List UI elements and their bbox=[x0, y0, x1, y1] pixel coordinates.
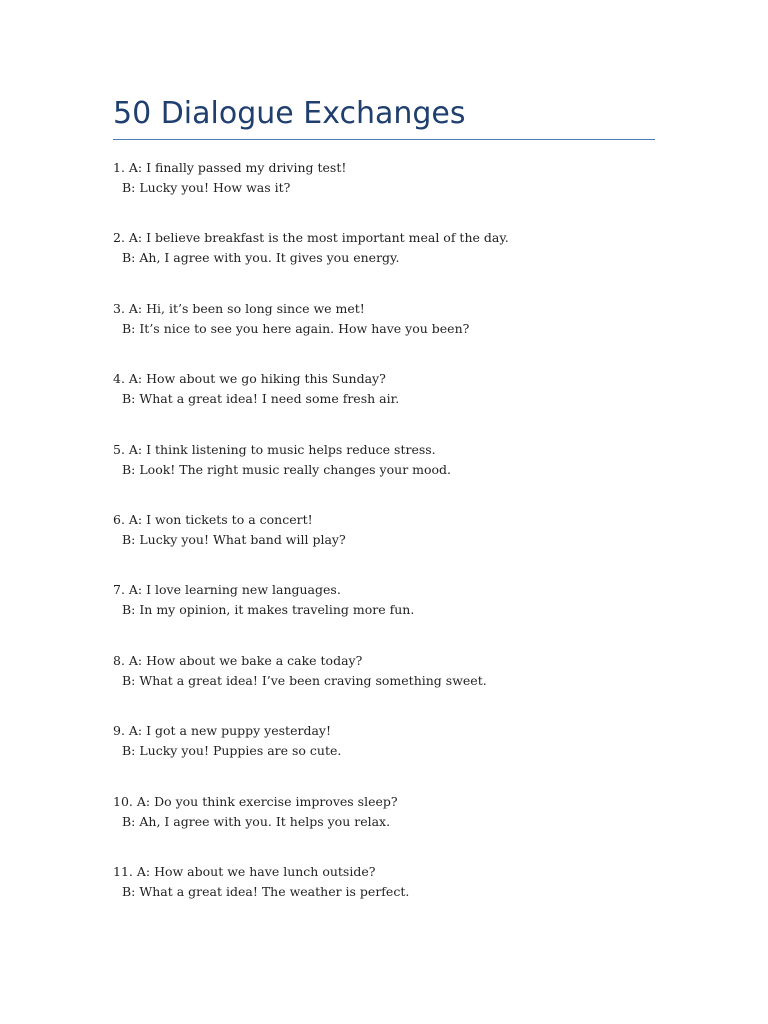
speaker-a-line: 8. A: How about we bake a cake today? bbox=[113, 652, 363, 668]
speaker-a-line: 2. A: I believe breakfast is the most important meal of the day. bbox=[113, 230, 509, 246]
dialogue-exchange-2 bbox=[113, 228, 673, 298]
speaker-b-line: B: Look! The right music really changes your mood. bbox=[122, 461, 452, 477]
speaker-a-line: 11. A: How about we have lunch outside? bbox=[113, 863, 376, 879]
dialogue-exchange-10 bbox=[113, 792, 673, 862]
speaker-a-line: 6. A: I won tickets to a concert! bbox=[113, 511, 313, 527]
dialogue-exchange-9 bbox=[113, 721, 673, 791]
dialogue-exchange-11 bbox=[113, 862, 673, 932]
speaker-b-line: B: Lucky you! How was it? bbox=[122, 180, 291, 195]
dialogue-exchange-3 bbox=[113, 299, 673, 369]
dialogue-exchange-6 bbox=[113, 510, 673, 580]
dialogue-exchange-4 bbox=[113, 369, 673, 439]
speaker-a-line: 1. A: I finally passed my driving test! bbox=[113, 160, 347, 175]
speaker-b-line: B: Lucky you! What band will play? bbox=[122, 531, 346, 547]
speaker-b-line: B: What a great idea! I need some fresh air. bbox=[122, 391, 400, 407]
speaker-b-line: B: What a great idea! I’ve been craving something sweet. bbox=[122, 672, 487, 688]
speaker-a-line: 5. A: I think listening to music helps reduce stress. bbox=[113, 441, 436, 457]
speaker-b-line: B: It’s nice to see you here again. How have you been? bbox=[122, 320, 470, 336]
dialogue-exchange-8 bbox=[113, 651, 673, 721]
dialogue-exchange-7 bbox=[113, 580, 673, 650]
speaker-a-line: 9. A: I got a new puppy yesterday! bbox=[113, 723, 331, 739]
speaker-b-line: B: What a great idea! The weather is perfect. bbox=[122, 883, 410, 899]
speaker-b-line: B: Ah, I agree with you. It helps you relax. bbox=[122, 813, 391, 829]
speaker-a-line: 10. A: Do you think exercise improves sleep? bbox=[113, 793, 398, 809]
speaker-b-line: B: Ah, I agree with you. It gives you energy. bbox=[122, 250, 400, 266]
dialogue-exchange-5 bbox=[113, 440, 673, 510]
speaker-b-line: B: In my opinion, it makes traveling more fun. bbox=[122, 602, 415, 618]
speaker-b-line: B: Lucky you! Puppies are so cute. bbox=[122, 743, 342, 759]
speaker-a-line: 7. A: I love learning new languages. bbox=[113, 582, 341, 598]
dialogue-list bbox=[113, 158, 673, 932]
document-title: 50 Dialogue Exchanges bbox=[113, 96, 466, 131]
title-underline bbox=[113, 139, 655, 140]
speaker-a-line: 4. A: How about we go hiking this Sunday? bbox=[113, 371, 386, 387]
dialogue-exchange-1 bbox=[113, 158, 673, 228]
speaker-a-line: 3. A: Hi, it’s been so long since we met! bbox=[113, 300, 365, 316]
